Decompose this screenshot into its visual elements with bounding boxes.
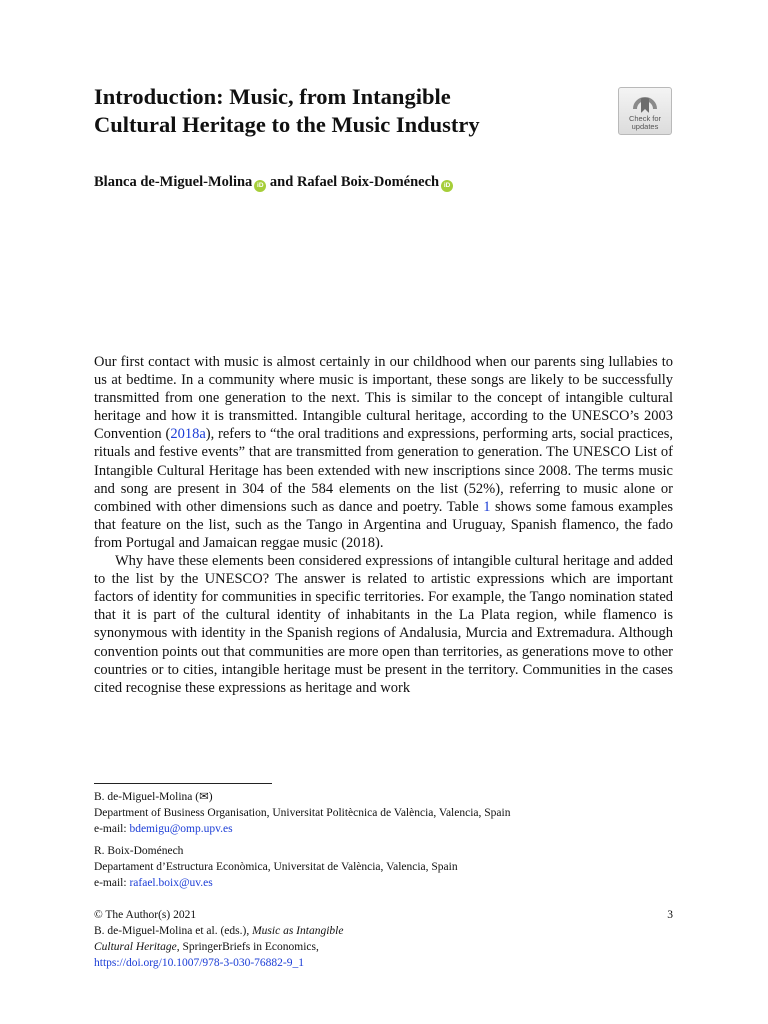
orcid-icon[interactable]: iD [254,180,266,192]
check-for-updates-label: Check for [628,114,662,123]
email-label: e-mail: [94,877,127,889]
copyright-notice: © The Author(s) 2021 [94,909,197,921]
paragraph-text: shows some famous examples that feature on the list, such as the Tango in Argentina and Uruguay, Spanish flamenco, the fado from Portugal and Jamaican reggae music (2018). [94,498,673,551]
affiliation-name-line [94,789,694,805]
email-link[interactable]: bdemigu@omp.upv.es [129,823,233,835]
email-link[interactable]: rafael.boix@uv.es [129,877,213,889]
affiliation-email-line [94,875,694,891]
doi-line [94,955,673,971]
author-affiliation [94,843,694,891]
page-footer [94,907,673,971]
affiliation-department: Departament d’Estructura Econòmica, Universitat de València, Valencia, Spain [94,861,458,873]
footnote-divider [94,783,272,784]
orcid-icon[interactable]: iD [441,180,453,192]
table-reference-link[interactable]: 1 [483,498,491,515]
author-affiliation [94,789,694,837]
crossmark-icon [632,92,658,114]
citation-line [94,939,673,955]
book-title: Music as Intangible [252,925,344,937]
chapter-title-line: Introduction: Music, from Intangible [94,84,451,109]
author-list [94,172,453,192]
author-name: Blanca de-Miguel-Molina [94,174,253,190]
author-name: Rafael Boix-Doménech [296,174,440,190]
body-paragraph [94,353,673,552]
check-for-updates-label: updates [631,122,659,131]
affiliation-email-line [94,821,694,837]
book-title: Cultural Heritage [94,941,177,953]
body-paragraph: Why have these elements been considered expressions of intangible cultural heritage and added to the list by the UNESCO? The answer is related to artistic expressions which are important factors of identity for communities in specific territories. For example, the Tango nomination stated that it is part of the cultural identity of inhabitants in the La Plata region, while flamenco is synonymous with identity in the Spanish regions of Andalusia, Murcia and Extremadura. Although convention points out that communities are more open than territories, as generations move to other countries or to cities, intangible heritage must be present in the territory. Communities in the cases cited recognise these expressions as heritage and work [94,553,673,696]
chapter-title-line: Cultural Heritage to the Music Industry [94,112,480,137]
affiliation-name-close: ) [208,791,213,803]
paragraph-text: ), refers to “the oral traditions and expressions, performing arts, social practices, rituals and festive events” that are transmitted from generation to generation. The UNESCO List of Intangible Cultural Heritage has been extended with new inscriptions since 2008. The terms music and song are present in 304 of the 584 elements on the list (52%), referring to music alone or combined with other dimensions such as dance and poetry. Table [94,426,673,515]
affiliation-name: R. Boix-Doménech [94,845,184,857]
check-for-updates-badge[interactable] [618,87,672,135]
doi-link[interactable]: https://doi.org/10.1007/978-3-030-76882-9_1 [94,957,304,969]
body-text [94,353,673,697]
series-name: , SpringerBriefs in Economics, [176,941,319,953]
editors: B. de-Miguel-Molina et al. (eds.), [94,925,250,937]
email-label: e-mail: [94,823,127,835]
envelope-icon: ✉ [199,791,209,803]
chapter-title [94,83,614,139]
page-number: 3 [667,909,673,921]
author-separator: and [269,174,294,190]
citation-line [94,923,673,939]
affiliation-name: B. de-Miguel-Molina ( [94,791,200,803]
affiliation-department: Department of Business Organisation, Universitat Politècnica de València, Valencia, Spain [94,807,511,819]
citation-link[interactable]: 2018a [170,426,206,443]
paragraph-text: Our first contact with music is almost certainly in our childhood when our parents sing lullabies to us at bedtime. In a community where music is important, these songs are likely to be successfully transmitted from one generation to the next. This is similar to the concept of intangible cultural heritage and how it is transmitted. Intangible cultural heritage, according to the UNESCO’s 2003 Convention ( [94,354,673,443]
